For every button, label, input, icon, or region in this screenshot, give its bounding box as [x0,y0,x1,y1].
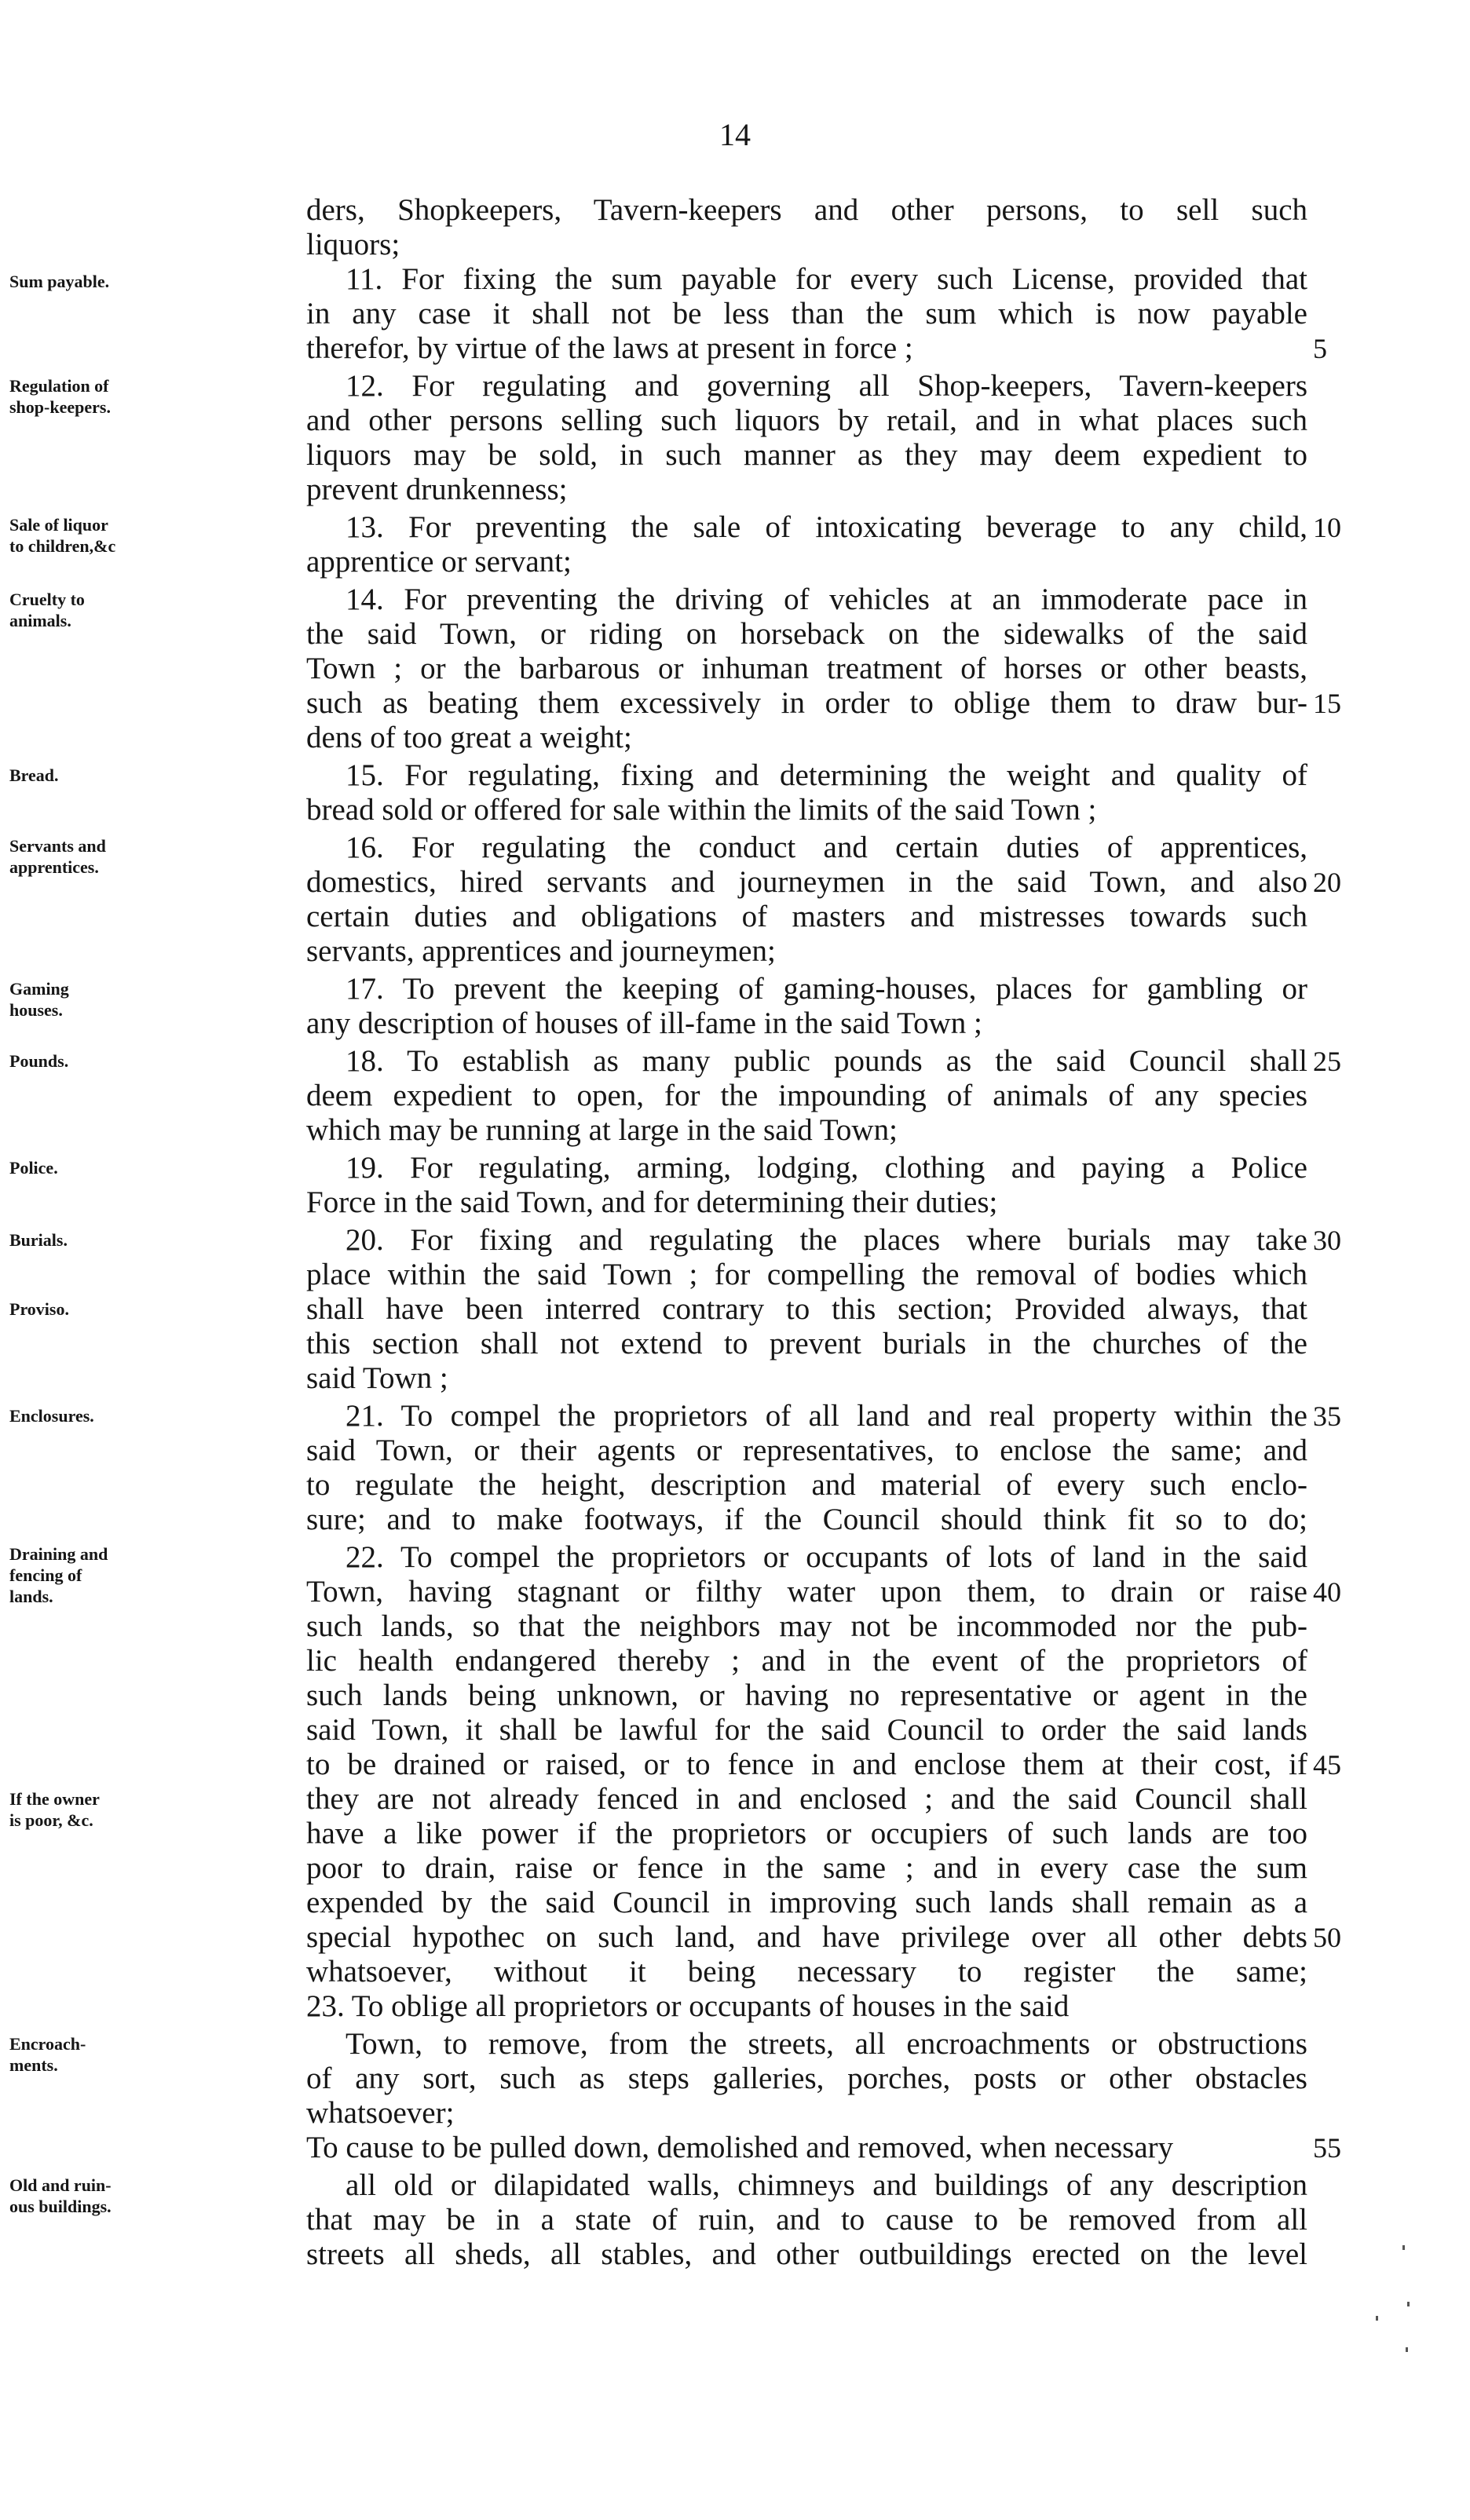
text-line: certain duties and obligations of masters and mistresses towards such [306,900,1307,933]
line-number: 40 [1313,1576,1341,1608]
margin-note: to children,&c [9,536,116,556]
text-line: Force in the said Town, and for determining their duties; [306,1185,998,1219]
text-line: such lands, so that the neighbors may not be incommoded nor the pub- [306,1609,1307,1643]
text-line: lic health endangered thereby ; and in the event of the proprietors of [306,1644,1307,1678]
margin-note: Bread. [9,765,59,785]
scan-speck [1407,2302,1410,2306]
text-line: Town ; or the barbarous or inhuman treatment of horses or other beasts, [306,652,1307,685]
text-line: To cause to be pulled down, demolished and removed, when necessary [306,2131,1174,2164]
text-line: any description of houses of ill-fame in the said Town ; [306,1006,982,1040]
line-number: 50 [1313,1922,1341,1953]
text-line: which may be running at large in the said Town; [306,1113,898,1147]
text-line: all old or dilapidated walls, chimneys and buildings of any description [346,2168,1307,2202]
text-line: apprentice or servant; [306,545,572,579]
margin-note: Gaming [9,979,69,999]
text-line: 23. To oblige all proprietors or occupants of houses in the said [306,1989,1070,2023]
text-line: bread sold or offered for sale within the limits of the said Town ; [306,793,1097,827]
text-line: in any case it shall not be less than the sum which is now payable [306,297,1307,331]
text-line: have a like power if the proprietors or occupiers of such lands are too [306,1817,1307,1850]
text-line: to regulate the height, description and material of every such enclo- [306,1468,1307,1502]
text-line: 14. For preventing the driving of vehicles at an immoderate pace in [346,583,1307,616]
margin-note: Draining and [9,1544,108,1564]
text-line: such as beating them excessively in order to oblige them to draw bur- [306,686,1307,720]
scan-speck [1402,2245,1405,2250]
margin-note: fencing of [9,1565,82,1585]
text-line: streets all sheds, all stables, and other outbuildings erected on the level [306,2237,1307,2271]
margin-note: Proviso. [9,1299,69,1319]
text-line: 15. For regulating, fixing and determining the weight and quality of [346,758,1307,792]
line-number: 15 [1313,688,1341,719]
text-line: deem expedient to open, for the impounding of animals of any species [306,1079,1307,1112]
text-line: 13. For preventing the sale of intoxicating beverage to any child, [346,510,1307,544]
text-line: 12. For regulating and governing all Shop-keepers, Tavern-keepers [346,369,1307,403]
text-line: 19. For regulating, arming, lodging, clothing and paying a Police [346,1151,1307,1185]
text-line: servants, apprentices and journeymen; [306,934,776,968]
text-line: whatsoever; [306,2096,455,2130]
text-line: 16. For regulating the conduct and certain duties of apprentices, [346,831,1307,864]
text-line: special hypothec on such land, and have privilege over all other debts [306,1920,1307,1954]
text-line: whatsoever, without it being necessary to register the same; [306,1955,1307,1989]
text-line: said Town, it shall be lawful for the said Council to order the said lands [306,1713,1307,1747]
margin-note: animals. [9,611,71,630]
text-line: and other persons selling such liquors by retail, and in what places such [306,404,1307,437]
text-line: 21. To compel the proprietors of all land and real property within the [346,1399,1307,1433]
margin-note: Police. [9,1158,58,1178]
text-line: 18. To establish as many public pounds as the said Council shall [346,1044,1307,1078]
margin-note: Enclosures. [9,1406,94,1426]
text-line: such lands being unknown, or having no representative or agent in the [306,1678,1307,1712]
text-line: therefor, by virtue of the laws at present in force ; [306,331,913,365]
line-number: 25 [1313,1046,1341,1077]
line-number: 55 [1313,2132,1341,2164]
text-line: Town, to remove, from the streets, all encroachments or obstructions [346,2027,1307,2061]
margin-note: is poor, &c. [9,1810,93,1830]
text-line: 17. To prevent the keeping of gaming-houses, places for gambling or [346,972,1307,1006]
text-line: sure; and to make footways, if the Council should think fit so to do; [306,1503,1307,1536]
text-line: liquors may be sold, in such manner as they may deem expedient to [306,438,1307,472]
line-number: 10 [1313,512,1341,543]
scan-speck [1406,2347,1408,2352]
text-line: of any sort, such as steps galleries, porches, posts or other obstacles [306,2062,1307,2095]
text-line: shall have been interred contrary to this section; Provided always, that [306,1292,1307,1326]
margin-note: houses. [9,1000,63,1020]
text-line: they are not already fenced in and enclosed ; and the said Council shall [306,1782,1307,1816]
margin-note: Old and ruin- [9,2175,112,2195]
text-line: domestics, hired servants and journeymen in the said Town, and also [306,865,1307,899]
text-line: that may be in a state of ruin, and to cause to be removed from all [306,2203,1307,2237]
scan-speck [1376,2316,1378,2321]
margin-note: If the owner [9,1789,100,1809]
margin-note: Sale of liquor [9,515,108,535]
line-number: 35 [1313,1401,1341,1432]
text-line: 11. For fixing the sum payable for every such License, provided that [346,262,1307,296]
margin-note: Encroach- [9,2034,86,2054]
text-line: 22. To compel the proprietors or occupants of lots of land in the said [346,1540,1307,1574]
margin-note: lands. [9,1587,53,1606]
line-number: 45 [1313,1749,1341,1780]
margin-note: Sum payable. [9,272,110,291]
text-line: the said Town, or riding on horseback on the sidewalks of the said [306,617,1307,651]
margin-note: ous buildings. [9,2197,112,2216]
margin-note: Regulation of [9,376,109,396]
page-number: 14 [719,117,751,152]
text-line: said Town, or their agents or representatives, to enclose the same; and [306,1433,1307,1467]
line-number: 30 [1313,1225,1341,1256]
text-line: this section shall not extend to prevent burials in the churches of the [306,1327,1307,1360]
margin-note: Cruelty to [9,590,85,609]
text-line: ders, Shopkeepers, Tavern-keepers and other persons, to sell such [306,193,1307,227]
text-line: liquors; [306,228,400,261]
text-line: expended by the said Council in improving such lands shall remain as a [306,1886,1307,1919]
text-line: dens of too great a weight; [306,721,632,754]
text-line: 20. For fixing and regulating the places where burials may take [346,1223,1307,1257]
text-line: Town, having stagnant or filthy water upon them, to drain or raise [306,1575,1307,1609]
line-number: 5 [1313,333,1327,364]
margin-note: apprentices. [9,857,99,877]
text-line: poor to drain, raise or fence in the same ; and in every case the sum [306,1851,1307,1885]
text-line: said Town ; [306,1361,448,1395]
text-line: place within the said Town ; for compelling the removal of bodies which [306,1258,1307,1291]
margin-note: Pounds. [9,1051,69,1071]
margin-note: shop-keepers. [9,397,111,417]
margin-note: Servants and [9,836,106,856]
margin-note: Burials. [9,1230,68,1250]
text-line: prevent drunkenness; [306,473,568,506]
text-line: to be drained or raised, or to fence in and enclose them at their cost, if [306,1748,1307,1781]
margin-note: ments. [9,2055,58,2075]
line-number: 20 [1313,867,1341,898]
